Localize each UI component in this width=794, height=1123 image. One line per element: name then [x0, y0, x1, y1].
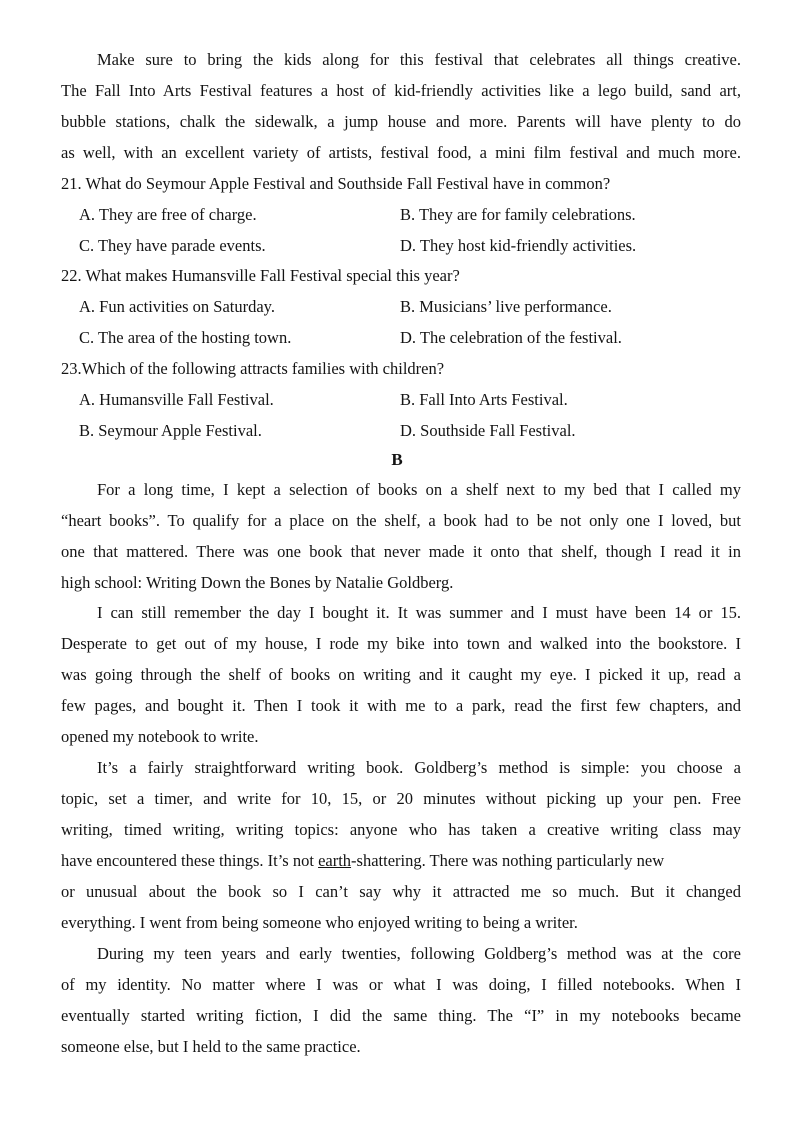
question-22-option-a: A. Fun activities on Saturday.: [79, 297, 275, 316]
question-22-option-d: D. The celebration of the festival.: [400, 328, 622, 347]
question-21-option-c: C. They have parade events.: [79, 236, 266, 255]
passage-b-p2-line-1: I can still remember the day I bought it. It was summer and I must have been 14 or 15.: [97, 603, 741, 622]
passage-b-p3-line-3: writing, timed writing, writing topics: anyone who has taken a creative writing class may: [61, 820, 741, 839]
question-23-option-d: D. Southside Fall Festival.: [400, 421, 576, 440]
question-22-option-c: C. The area of the hosting town.: [79, 328, 292, 347]
question-21-option-d: D. They host kid-friendly activities.: [400, 236, 637, 255]
passage-b-p2-line-5: opened my notebook to write.: [61, 727, 259, 746]
question-21-option-a: A. They are free of charge.: [79, 205, 257, 224]
intro-line-4: as well, with an excellent variety of artists, festival food, a mini film festival and much more.: [61, 143, 741, 162]
passage-b-p3-line-4: [61, 851, 741, 871]
passage-b-p3-line-6: everything. I went from being someone who enjoyed writing to being a writer.: [61, 913, 578, 932]
passage-b-p1-line-2: “heart books”. To qualify for a place on the shelf, a book had to be not only one I loved, but: [61, 511, 741, 530]
passage-b-p3-line-5: or unusual about the book so I can’t say why it attracted me so much. But it changed: [61, 882, 741, 901]
intro-line-1: Make sure to bring the kids along for this festival that celebrates all things creative.: [97, 50, 741, 69]
intro-line-3: bubble stations, chalk the sidewalk, a jump house and more. Parents will have plenty to do: [61, 112, 741, 131]
question-23-option-b: B. Fall Into Arts Festival.: [400, 390, 568, 409]
section-heading-b: B: [391, 450, 403, 469]
question-23-stem: 23.Which of the following attracts families with children?: [61, 359, 445, 378]
passage-b-p1-line-1: For a long time, I kept a selection of books on a shelf next to my bed that I called my: [97, 480, 741, 499]
question-22-option-b: B. Musicians’ live performance.: [400, 297, 612, 316]
passage-b-p3-line-4-end: -shattering. There was nothing particularly new: [351, 851, 665, 870]
passage-b-p1-line-3: one that mattered. There was one book that never made it onto that shelf, though I read it in: [61, 542, 741, 561]
underlined-word-earth: earth: [318, 851, 352, 870]
passage-b-p4-line-2: of my identity. No matter where I was or what I was doing, I filled notebooks. When I: [61, 975, 741, 994]
question-21-stem: 21. What do Seymour Apple Festival and Southside Fall Festival have in common?: [61, 174, 611, 193]
question-23-option-c: B. Seymour Apple Festival.: [79, 421, 262, 440]
passage-b-p4-line-4: someone else, but I held to the same practice.: [61, 1037, 361, 1056]
passage-b-p1-line-4: high school: Writing Down the Bones by Natalie Goldberg.: [61, 573, 454, 592]
passage-b-p4-line-1: During my teen years and early twenties, following Goldberg’s method was at the core: [97, 944, 741, 963]
passage-b-p2-line-4: few pages, and bought it. Then I took it with me to a park, read the first few chapters, and: [61, 696, 741, 715]
passage-b-p4-line-3: eventually started writing fiction, I did the same thing. The “I” in my notebooks became: [61, 1006, 741, 1025]
question-21-option-b: B. They are for family celebrations.: [400, 205, 636, 224]
question-22-stem: 22. What makes Humansville Fall Festival special this year?: [61, 266, 460, 285]
intro-line-2: The Fall Into Arts Festival features a host of kid-friendly activities like a lego build, sand art,: [61, 81, 741, 100]
passage-b-p2-line-2: Desperate to get out of my house, I rode my bike into town and walked into the bookstore. I: [61, 634, 741, 653]
passage-b-p3-line-4-start: have encountered these things. It’s not: [61, 851, 319, 870]
passage-b-p2-line-3: was going through the shelf of books on writing and it caught my eye. I picked it up, read a: [61, 665, 741, 684]
question-23-option-a: A. Humansville Fall Festival.: [79, 390, 274, 409]
passage-b-p3-line-1: It’s a fairly straightforward writing book. Goldberg’s method is simple: you choose a: [97, 758, 741, 777]
passage-b-p3-line-2: topic, set a timer, and write for 10, 15, or 20 minutes without picking up your pen. Free: [61, 789, 741, 808]
